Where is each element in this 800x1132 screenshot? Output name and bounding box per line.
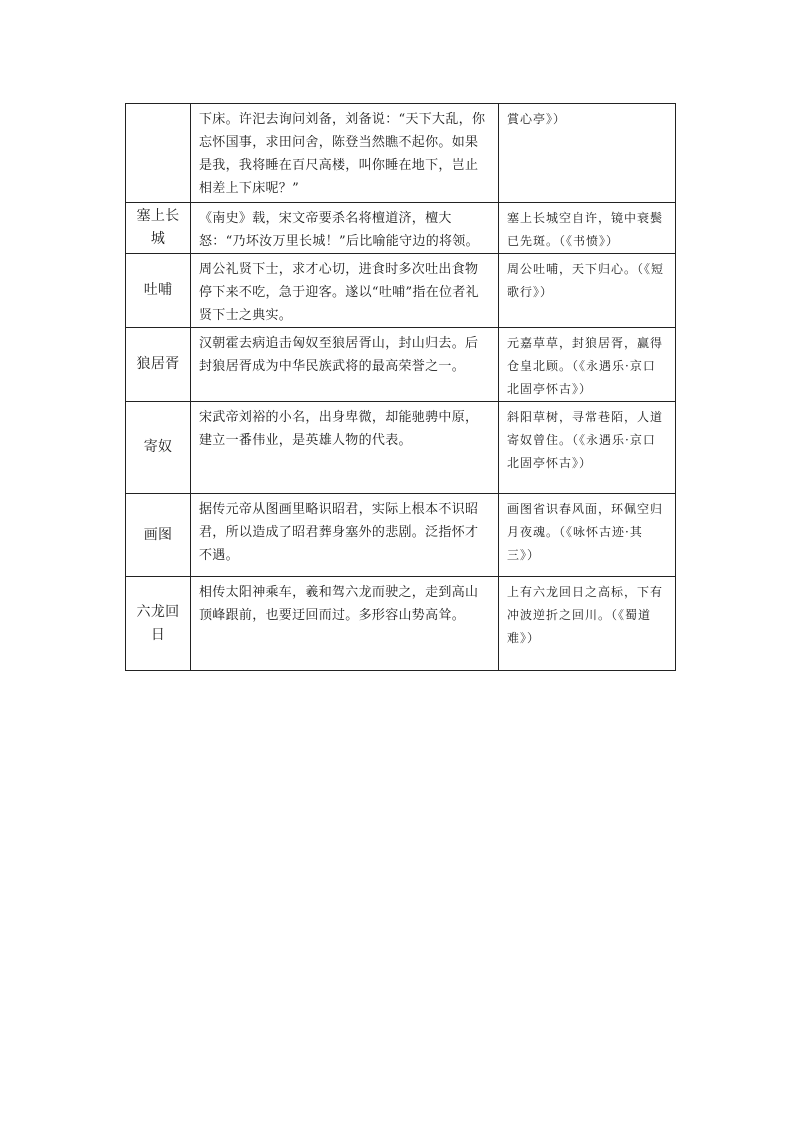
quote-cell: 賞心亭》） — [499, 104, 676, 203]
quote-cell: 上有六龙回日之高标，下有冲波逆折之回川。（《蜀道难》） — [499, 577, 676, 671]
description-cell: 据传元帝从图画里略识昭君，实际上根本不识昭君，所以造成了昭君葬身塞外的悲剧。泛指怀才不遇。 — [191, 494, 499, 577]
term-cell: 塞上长城 — [126, 203, 191, 254]
table-row — [126, 104, 676, 203]
term-cell: 画图 — [126, 494, 191, 577]
description-cell: 《南史》载，宋文帝要杀名将檀道济，檀大怒：“乃坏汝万里长城！”后比喻能守边的将领。 — [191, 203, 499, 254]
table-row — [126, 577, 676, 671]
table-row — [126, 494, 676, 577]
term-cell — [126, 104, 191, 203]
description-cell: 下床。许汜去询问刘备，刘备说：“天下大乱，你忘怀国事，求田问舍，陈登当然瞧不起你。如果是我，我将睡在百尺高楼，叫你睡在地下，岂止相差上下床呢？” — [191, 104, 499, 203]
description-cell: 相传太阳神乘车，羲和驾六龙而驶之，走到高山顶峰跟前，也要迂回而过。多形容山势高耸。 — [191, 577, 499, 671]
table-row — [126, 328, 676, 402]
quote-cell: 画图省识春风面，环佩空归月夜魂。（《咏怀古迹·其三》） — [499, 494, 676, 577]
term-cell: 吐哺 — [126, 254, 191, 328]
term-cell: 六龙回日 — [126, 577, 191, 671]
table-row — [126, 254, 676, 328]
table-row — [126, 203, 676, 254]
term-cell: 狼居胥 — [126, 328, 191, 402]
quote-cell: 元嘉草草，封狼居胥，赢得仓皇北顾。（《永遇乐·京口北固亭怀古》） — [499, 328, 676, 402]
quote-cell: 周公吐哺，天下归心。（《短歌行》） — [499, 254, 676, 328]
description-cell: 宋武帝刘裕的小名，出身卑微，却能驰骋中原，建立一番伟业，是英雄人物的代表。 — [191, 402, 499, 494]
quote-cell: 斜阳草树，寻常巷陌，人道寄奴曾住。（《永遇乐·京口北固亭怀古》） — [499, 402, 676, 494]
quote-cell: 塞上长城空自许，镜中衰鬓已先斑。（《书愤》） — [499, 203, 676, 254]
description-cell: 汉朝霍去病追击匈奴至狼居胥山，封山归去。后封狼居胥成为中华民族武将的最高荣誉之一。 — [191, 328, 499, 402]
description-cell: 周公礼贤下士，求才心切，进食时多次吐出食物停下来不吃，急于迎客。遂以“吐哺”指在位者礼贤下士之典实。 — [191, 254, 499, 328]
table-row — [126, 402, 676, 494]
term-cell: 寄奴 — [126, 402, 191, 494]
allusion-table — [125, 103, 676, 671]
